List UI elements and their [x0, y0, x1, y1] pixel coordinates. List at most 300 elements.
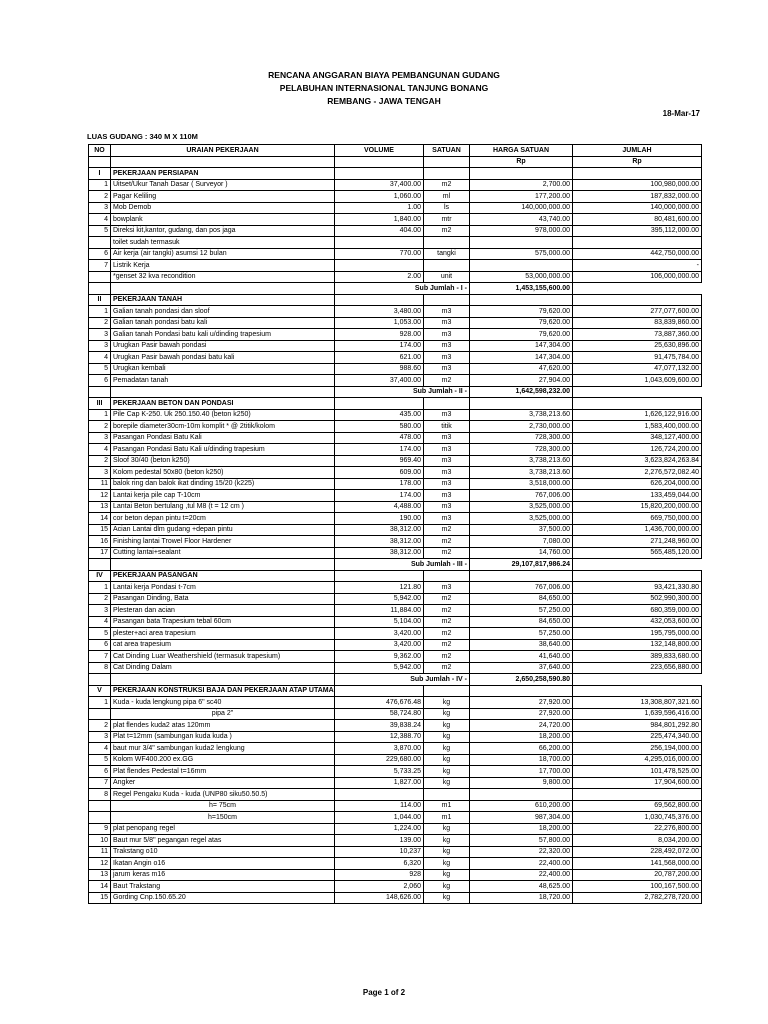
empty-cell [424, 685, 470, 697]
item-volume: 478.00 [335, 432, 424, 444]
item-total: 256,194,000.00 [573, 743, 702, 755]
table-row [89, 582, 702, 594]
item-unit: kg [424, 754, 470, 766]
table-row [89, 363, 702, 375]
item-unit: kg [424, 846, 470, 858]
empty-cell [335, 685, 424, 697]
section-row [89, 570, 702, 582]
item-description: Baut Trakstang [111, 881, 335, 893]
item-unit: kg [424, 697, 470, 709]
item-unit [424, 260, 470, 272]
item-unit: m1 [424, 800, 470, 812]
item-unit-price: 27,920.00 [470, 697, 573, 709]
item-volume: 39,838.24 [335, 720, 424, 732]
item-total: 15,820,200,000.00 [573, 501, 702, 513]
item-number: 3 [89, 432, 111, 444]
item-unit: m2 [424, 547, 470, 559]
table-row [89, 191, 702, 203]
col-header-uraian: URAIAN PEKERJAAN [111, 145, 335, 157]
item-number: 5 [89, 363, 111, 375]
item-description: Pasangan Pondasi Batu Kali u/dinding trapesium [111, 444, 335, 456]
table-row [89, 846, 702, 858]
table-currency-row [89, 156, 702, 168]
item-description: bowplank [111, 214, 335, 226]
item-total: 277,077,600.00 [573, 306, 702, 318]
item-description: Lantai Beton bertulang ,tul M8 (t = 12 cm ) [111, 501, 335, 513]
col-header-jumlah: JUMLAH [573, 145, 702, 157]
item-description: Galian tanah pondasi batu kali [111, 317, 335, 329]
item-total: 101,478,525.00 [573, 766, 702, 778]
item-number: 13 [89, 869, 111, 881]
item-description: Trakstang o10 [111, 846, 335, 858]
empty-cell [470, 294, 573, 306]
item-description: Kolom WF400.200 ex.GG [111, 754, 335, 766]
item-volume: 38,312.00 [335, 536, 424, 548]
subtotal-row [89, 283, 702, 295]
item-total: 80,481,600.00 [573, 214, 702, 226]
item-unit: kg [424, 881, 470, 893]
item-description: Ikatan Angin o16 [111, 858, 335, 870]
table-row [89, 421, 702, 433]
col-header-volume: VOLUME [335, 145, 424, 157]
item-volume: 1,053.00 [335, 317, 424, 329]
item-description: Baut mur 5/8" pegangan regel atas [111, 835, 335, 847]
item-description: Sloof 30/40 (beton k250) [111, 455, 335, 467]
item-volume: 1,840.00 [335, 214, 424, 226]
item-volume: 621.00 [335, 352, 424, 364]
subtotal-amount: 1,453,155,600.00 [470, 283, 573, 295]
table-row [89, 743, 702, 755]
item-unit: titik [424, 421, 470, 433]
subtotal-row [89, 674, 702, 686]
item-volume: 3,420.00 [335, 628, 424, 640]
item-number: 7 [89, 260, 111, 272]
item-unit-price: 22,400.00 [470, 869, 573, 881]
item-description: *genset 32 kva recondition [111, 271, 335, 283]
item-volume: 435.00 [335, 409, 424, 421]
item-description: Pasangan bata Trapesium tebal 60cm [111, 616, 335, 628]
item-number: 13 [89, 501, 111, 513]
item-unit: m3 [424, 501, 470, 513]
item-unit-price: 37,640.00 [470, 662, 573, 674]
item-volume: 139.00 [335, 835, 424, 847]
item-number [89, 800, 111, 812]
item-number: 6 [89, 639, 111, 651]
section-row [89, 685, 702, 697]
item-number: 12 [89, 490, 111, 502]
item-total: 1,639,596,416.00 [573, 708, 702, 720]
item-number: 16 [89, 536, 111, 548]
table-row [89, 409, 702, 421]
section-title: PEKERJAAN PASANGAN [111, 570, 335, 582]
table-row [89, 214, 702, 226]
item-total: 13,308,807,321.60 [573, 697, 702, 709]
item-number: 15 [89, 892, 111, 904]
item-volume: 5,942.00 [335, 662, 424, 674]
item-unit-price: 767,006.00 [470, 582, 573, 594]
table-row [89, 513, 702, 525]
item-unit-price: 3,738,213.60 [470, 467, 573, 479]
item-volume: 580.00 [335, 421, 424, 433]
table-row [89, 708, 702, 720]
item-volume [335, 237, 424, 249]
item-unit-price: 575,000.00 [470, 248, 573, 260]
empty-cell [335, 398, 424, 410]
item-volume: 1,224.00 [335, 823, 424, 835]
item-description: Plesteran dan acian [111, 605, 335, 617]
item-number: 17 [89, 547, 111, 559]
empty-cell [573, 398, 702, 410]
table-row [89, 628, 702, 640]
item-number: 4 [89, 214, 111, 226]
item-volume: 1.00 [335, 202, 424, 214]
item-unit: kg [424, 892, 470, 904]
doc-title-line-3: REMBANG - JAWA TENGAH [327, 96, 441, 106]
item-number: 6 [89, 766, 111, 778]
item-unit: unit [424, 271, 470, 283]
item-total: 223,656,880.00 [573, 662, 702, 674]
item-total: 20,787,200.00 [573, 869, 702, 881]
item-number: 12 [89, 858, 111, 870]
item-unit-price: 987,304.00 [470, 812, 573, 824]
item-number: 14 [89, 881, 111, 893]
item-total: 565,485,120.00 [573, 547, 702, 559]
table-row [89, 340, 702, 352]
table-header-row [89, 145, 702, 157]
table-row [89, 720, 702, 732]
table-row [89, 651, 702, 663]
item-total: 8,034,200.00 [573, 835, 702, 847]
section-number: I [89, 168, 111, 180]
item-unit: m3 [424, 444, 470, 456]
item-number: 4 [89, 444, 111, 456]
item-unit-price: 17,700.00 [470, 766, 573, 778]
item-unit-price: 177,200.00 [470, 191, 573, 203]
item-volume: 3,870.00 [335, 743, 424, 755]
item-unit-price: 79,620.00 [470, 317, 573, 329]
item-total: 73,887,360.00 [573, 329, 702, 341]
item-volume: 1,827.00 [335, 777, 424, 789]
item-description: Angker [111, 777, 335, 789]
empty-cell [573, 294, 702, 306]
item-unit-price: 41,640.00 [470, 651, 573, 663]
item-unit-price: 978,000.00 [470, 225, 573, 237]
empty-cell [470, 570, 573, 582]
item-number: 14 [89, 513, 111, 525]
section-title: PEKERJAAN BETON DAN PONDASI [111, 398, 335, 410]
item-total: 1,626,122,916.00 [573, 409, 702, 421]
subtotal-row [89, 559, 702, 571]
item-volume [335, 789, 424, 801]
item-unit: ml [424, 191, 470, 203]
item-number: 10 [89, 835, 111, 847]
item-number: 1 [89, 179, 111, 191]
empty-cell [335, 168, 424, 180]
budget-table [88, 144, 702, 904]
item-description: plat penopang regel [111, 823, 335, 835]
empty-cell [573, 168, 702, 180]
section-title: PEKERJAAN TANAH [111, 294, 335, 306]
empty-cell [335, 570, 424, 582]
table-row [89, 329, 702, 341]
item-volume: 229,680.00 [335, 754, 424, 766]
item-description: baut mur 3/4" sambungan kuda2 lengkung [111, 743, 335, 755]
item-description: Air kerja (air tangki) asumsi 12 bulan [111, 248, 335, 260]
item-unit-price: 57,800.00 [470, 835, 573, 847]
table-row [89, 455, 702, 467]
item-number: 2 [89, 720, 111, 732]
item-unit-price: 66,200.00 [470, 743, 573, 755]
item-description: Uitset/Ukur Tanah Dasar ( Surveyor ) [111, 179, 335, 191]
item-volume: 476,676.48 [335, 697, 424, 709]
item-volume: 5,942.00 [335, 593, 424, 605]
item-unit: m3 [424, 582, 470, 594]
item-number: 7 [89, 651, 111, 663]
table-row [89, 593, 702, 605]
empty-cell [89, 674, 111, 686]
section-number: IV [89, 570, 111, 582]
item-total: 1,436,700,000.00 [573, 524, 702, 536]
item-unit: m2 [424, 662, 470, 674]
doc-title-line-2: PELABUHAN INTERNASIONAL TANJUNG BONANG [279, 83, 489, 93]
item-number: 2 [89, 455, 111, 467]
item-description: Direksi kit,kantor, gudang, dan pos jaga [111, 225, 335, 237]
item-number: 8 [89, 662, 111, 674]
item-unit-price: 3,518,000.00 [470, 478, 573, 490]
empty-cell [470, 398, 573, 410]
table-row [89, 789, 702, 801]
item-number [89, 271, 111, 283]
table-row [89, 869, 702, 881]
item-unit [424, 789, 470, 801]
item-number: 8 [89, 789, 111, 801]
item-total: 3,623,824,263.84 [573, 455, 702, 467]
table-row [89, 812, 702, 824]
item-total: 680,359,000.00 [573, 605, 702, 617]
item-unit-price: 767,006.00 [470, 490, 573, 502]
item-total: 93,421,330.80 [573, 582, 702, 594]
item-unit: m3 [424, 513, 470, 525]
currency-cell-satuan [424, 156, 470, 168]
page-number: Page 1 of 2 [362, 988, 406, 997]
item-unit: m2 [424, 605, 470, 617]
section-row [89, 168, 702, 180]
item-description: Urugkan kembali [111, 363, 335, 375]
section-title: PEKERJAAN KONSTRUKSI BAJA DAN PEKERJAAN ATAP UTAMA [111, 685, 335, 697]
item-unit-price: 79,620.00 [470, 329, 573, 341]
table-row [89, 777, 702, 789]
item-volume: 4,488.00 [335, 501, 424, 513]
table-row [89, 478, 702, 490]
item-unit-price: 140,000,000.00 [470, 202, 573, 214]
item-unit: m2 [424, 179, 470, 191]
budget-table-body [89, 145, 702, 904]
table-row [89, 823, 702, 835]
item-unit-price: 27,920.00 [470, 708, 573, 720]
item-volume: 928.00 [335, 329, 424, 341]
empty-cell [470, 685, 573, 697]
item-description: Pasangan Pondasi Batu Kali [111, 432, 335, 444]
table-row [89, 639, 702, 651]
item-unit: m3 [424, 490, 470, 502]
item-volume: 37,400.00 [335, 375, 424, 387]
item-unit: m2 [424, 628, 470, 640]
item-volume: 114.00 [335, 800, 424, 812]
item-description: Galian tanah pondasi dan sloof [111, 306, 335, 318]
table-row [89, 432, 702, 444]
empty-cell [111, 559, 335, 571]
item-number: 6 [89, 375, 111, 387]
item-volume: 988.60 [335, 363, 424, 375]
item-unit: m3 [424, 478, 470, 490]
item-unit: m2 [424, 225, 470, 237]
item-volume: 404.00 [335, 225, 424, 237]
item-description: borepile diameter30cm-10m komplit * @ 2titik/kolom [111, 421, 335, 433]
item-number: 2 [89, 593, 111, 605]
item-number: 3 [89, 202, 111, 214]
empty-cell [573, 570, 702, 582]
item-unit-price: 37,500.00 [470, 524, 573, 536]
item-volume: 2.00 [335, 271, 424, 283]
item-number: 1 [89, 306, 111, 318]
item-unit: m2 [424, 375, 470, 387]
item-description: Listrik Kerja [111, 260, 335, 272]
item-unit: m3 [424, 467, 470, 479]
item-volume: 5,104.00 [335, 616, 424, 628]
col-header-no: NO [89, 145, 111, 157]
item-total: 626,204,000.00 [573, 478, 702, 490]
item-volume: 38,312.00 [335, 524, 424, 536]
item-number: 6 [89, 248, 111, 260]
item-unit-price: 610,200.00 [470, 800, 573, 812]
item-number: 7 [89, 777, 111, 789]
item-unit: m3 [424, 409, 470, 421]
col-header-harga: HARGA SATUAN [470, 145, 573, 157]
empty-cell [111, 674, 335, 686]
item-description: Pasangan Dinding, Bata [111, 593, 335, 605]
item-volume: 609.00 [335, 467, 424, 479]
subtotal-row [89, 386, 702, 398]
item-volume: 174.00 [335, 490, 424, 502]
item-total: 17,904,600.00 [573, 777, 702, 789]
empty-cell [424, 570, 470, 582]
item-total: 4,295,016,000.00 [573, 754, 702, 766]
item-unit-price: 18,200.00 [470, 731, 573, 743]
currency-cell-uraian [111, 156, 335, 168]
item-total: 271,248,960.00 [573, 536, 702, 548]
item-total: 91,475,784.00 [573, 352, 702, 364]
item-unit: m2 [424, 593, 470, 605]
item-unit-price: 9,800.00 [470, 777, 573, 789]
item-unit: m2 [424, 651, 470, 663]
item-unit-price: 43,740.00 [470, 214, 573, 226]
item-volume: 1,044.00 [335, 812, 424, 824]
item-number: 2 [89, 191, 111, 203]
item-unit: kg [424, 858, 470, 870]
item-description: Lantai kerja pile cap T-10cm [111, 490, 335, 502]
empty-cell [89, 283, 111, 295]
empty-cell [470, 168, 573, 180]
item-unit: m2 [424, 616, 470, 628]
item-description: h=150cm [111, 812, 335, 824]
currency-cell-harga: Rp [470, 156, 573, 168]
item-total: 669,750,000.00 [573, 513, 702, 525]
section-number: II [89, 294, 111, 306]
subtotal-amount: 2,650,258,590.80 [470, 674, 573, 686]
item-total: 195,795,000.00 [573, 628, 702, 640]
item-description: Pile Cap K-250. Uk 250.150.40 (beton k250) [111, 409, 335, 421]
item-number: 1 [89, 409, 111, 421]
table-row [89, 892, 702, 904]
item-volume: 38,312.00 [335, 547, 424, 559]
item-description: pipa 2" [111, 708, 335, 720]
item-total: 2,276,572,082.40 [573, 467, 702, 479]
item-unit: kg [424, 720, 470, 732]
item-number: 11 [89, 846, 111, 858]
item-total [573, 789, 702, 801]
item-unit: mtr [424, 214, 470, 226]
table-row [89, 306, 702, 318]
item-total: 133,459,044.00 [573, 490, 702, 502]
table-row [89, 260, 702, 272]
empty-cell [111, 283, 335, 295]
item-unit: m3 [424, 363, 470, 375]
item-total: 225,474,340.00 [573, 731, 702, 743]
item-description: jarum keras m16 [111, 869, 335, 881]
item-unit: kg [424, 869, 470, 881]
subtotal-amount: 1,642,598,232.00 [470, 386, 573, 398]
item-number: 3 [89, 731, 111, 743]
item-number: 3 [89, 467, 111, 479]
table-row [89, 616, 702, 628]
item-total: 47,077,132.00 [573, 363, 702, 375]
section-number: V [89, 685, 111, 697]
item-unit-price: 22,320.00 [470, 846, 573, 858]
item-description: Cat Dinding Dalam [111, 662, 335, 674]
subtotal-label: Sub Jumlah - II - [335, 386, 470, 398]
item-description: plat flendes kuda2 atas 120mm [111, 720, 335, 732]
item-number: 4 [89, 743, 111, 755]
item-unit-price: 2,730,000.00 [470, 421, 573, 433]
item-unit-price: 57,250.00 [470, 605, 573, 617]
item-total: 432,053,600.00 [573, 616, 702, 628]
item-volume: 6,320 [335, 858, 424, 870]
item-volume: 9,362.00 [335, 651, 424, 663]
item-description: Gording Cnp.150.65.20 [111, 892, 335, 904]
item-number: 3 [89, 340, 111, 352]
table-row [89, 605, 702, 617]
item-number: 5 [89, 628, 111, 640]
item-unit: m2 [424, 536, 470, 548]
item-total: 502,990,300.00 [573, 593, 702, 605]
item-total: 984,801,292.80 [573, 720, 702, 732]
item-total: 395,112,000.00 [573, 225, 702, 237]
table-row [89, 202, 702, 214]
subtotal-amount: 29,107,817,986.24 [470, 559, 573, 571]
item-description: Finishing lantai Trowel Floor Hardener [111, 536, 335, 548]
item-total: 126,724,200.00 [573, 444, 702, 456]
item-unit-price: 53,000,000.00 [470, 271, 573, 283]
item-unit: ls [424, 202, 470, 214]
col-header-satuan: SATUAN [424, 145, 470, 157]
table-row [89, 179, 702, 191]
item-number: 1 [89, 582, 111, 594]
item-volume: 3,480.00 [335, 306, 424, 318]
item-unit-price: 47,620.00 [470, 363, 573, 375]
item-total: 442,750,000.00 [573, 248, 702, 260]
item-description: Galian tanah Pondasi batu kali u/dinding trapesium [111, 329, 335, 341]
item-unit: m3 [424, 340, 470, 352]
